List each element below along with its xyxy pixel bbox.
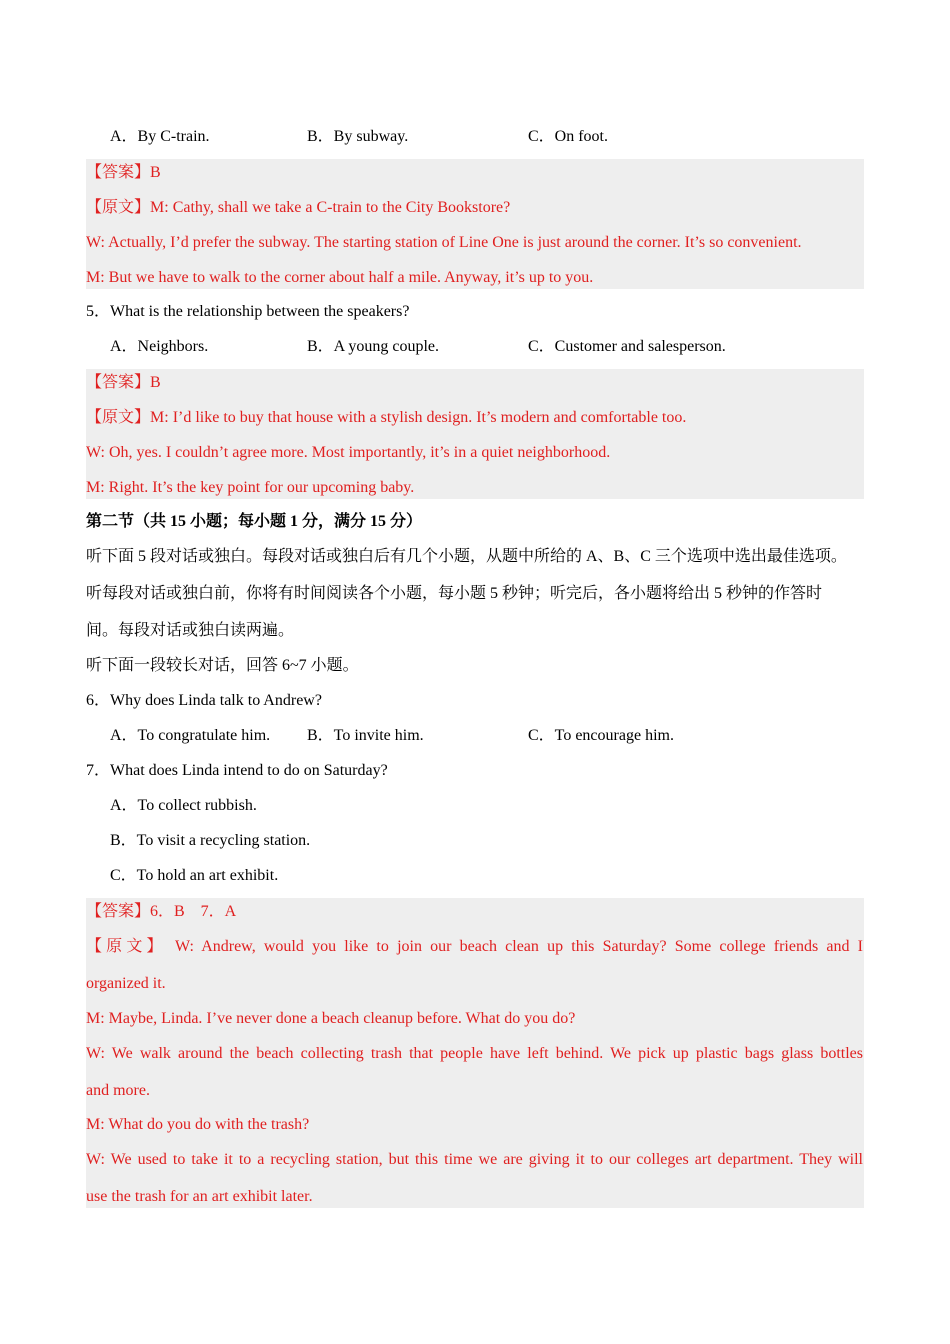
q67-transcript-line-4: W: We walk around the beach collecting trash that people have left behind. We pick up plastic bags glass bottles: [86, 1045, 863, 1062]
q7-question: 7．What does Linda intend to do on Saturday?: [86, 762, 388, 779]
q5-question: 5．What is the relationship between the speakers?: [86, 303, 410, 320]
q7-option-c: C．To hold an art exhibit.: [110, 867, 279, 884]
q67-transcript-line-1: 【原文】 W: Andrew, would you like to join our beach clean up this Saturday? Some college friends and I: [86, 938, 863, 955]
q5-answer: 【答案】B: [86, 374, 161, 391]
q6-option-b: B．To invite him.: [307, 727, 424, 744]
q5-transcript-line-3: M: Right. It’s the key point for our upcoming baby.: [86, 479, 415, 496]
section-heading: 第二节（共 15 小题；每小题 1 分，满分 15 分）: [86, 513, 423, 530]
q67-transcript-line-3: M: Maybe, Linda. I’ve never done a beach cleanup before. What do you do?: [86, 1010, 576, 1027]
q4-answer: 【答案】B: [86, 164, 161, 181]
section-instructions-1: 听下面 5 段对话或独白。每段对话或独白后有几个小题，从题中所给的 A、B、C 三个选项中选出最佳选项。: [86, 548, 847, 565]
q4-option-c: C．On foot.: [528, 128, 609, 145]
q67-transcript-line-6: M: What do you do with the trash?: [86, 1116, 310, 1133]
q4-transcript-line-3: M: But we have to walk to the corner about half a mile. Anyway, it’s up to you.: [86, 269, 594, 286]
q7-option-b: B．To visit a recycling station.: [110, 832, 311, 849]
q4-transcript-line-1: 【原文】M: Cathy, shall we take a C-train to the City Bookstore?: [86, 199, 511, 216]
section-instructions-4: 听下面一段较长对话，回答 6~7 小题。: [86, 657, 359, 674]
q67-answer: 【答案】6．B 7．A: [86, 903, 237, 920]
section-instructions-3: 间。每段对话或独白读两遍。: [86, 622, 295, 639]
q67-transcript-line-8: use the trash for an art exhibit later.: [86, 1188, 313, 1205]
section-instructions-2: 听每段对话或独白前，你将有时间阅读各个小题，每小题 5 秒钟；听完后，各小题将给出 5 秒钟的作答时: [86, 585, 823, 602]
q6-question: 6．Why does Linda talk to Andrew?: [86, 692, 322, 709]
q5-option-a: A．Neighbors.: [110, 338, 209, 355]
q67-transcript-line-7: W: We used to take it to a recycling station, but this time we are giving it to our colleges art department. They will: [86, 1151, 863, 1168]
q5-option-b: B．A young couple.: [307, 338, 439, 355]
q4-option-b: B．By subway.: [307, 128, 409, 145]
q5-option-c: C．Customer and salesperson.: [528, 338, 726, 355]
q67-transcript-line-5: and more.: [86, 1082, 150, 1099]
q6-option-c: C．To encourage him.: [528, 727, 674, 744]
q4-transcript-line-2: W: Actually, I’d prefer the subway. The starting station of Line One is just around the corner. It’s so convenient.: [86, 234, 802, 251]
q6-option-a: A．To congratulate him.: [110, 727, 271, 744]
q5-transcript-line-2: W: Oh, yes. I couldn’t agree more. Most importantly, it’s in a quiet neighborhood.: [86, 444, 611, 461]
q4-option-a: A．By C-train.: [110, 128, 210, 145]
q5-transcript-line-1: 【原文】M: I’d like to buy that house with a stylish design. It’s modern and comfortable too.: [86, 409, 687, 426]
q67-transcript-line-2: organized it.: [86, 975, 166, 992]
q7-option-a: A．To collect rubbish.: [110, 797, 257, 814]
